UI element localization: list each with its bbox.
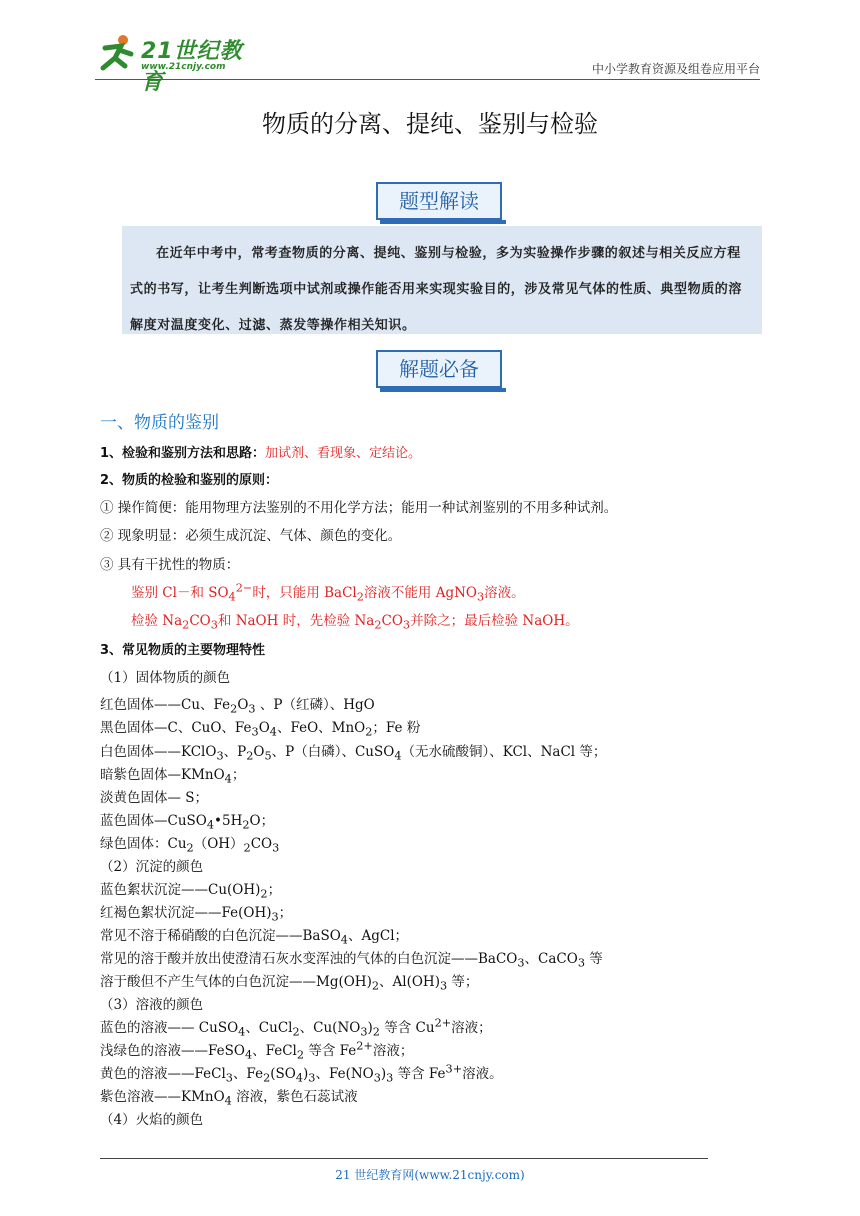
point-label: 1、检验和鉴别方法和思路：	[100, 446, 266, 461]
logo	[95, 32, 265, 95]
point-3: 3、常见物质的主要物理特性	[100, 643, 266, 658]
subheading-precipitates: （2）沉淀的颜色	[100, 859, 204, 875]
point-value: 加试剂、看现象、定结论。	[265, 446, 422, 461]
solution-blue: 蓝色的溶液—— CuSO$_4$、CuCl$_2$、$Cu(NO_3)_2$ 等含 $Cu^{2+}$溶液；	[100, 1016, 492, 1039]
solid-green: 绿色固体：$Cu_2(OH)_2CO_3$	[100, 836, 280, 855]
precip-nogas: 溶于酸但不产生气体的白色沉淀$——Mg(OH)_2$、$Al(OH)_3$ 等；	[100, 974, 479, 993]
solid-red: 红色固体——Cu、$Fe_2O_3$ 、P（红磷）、HgO	[100, 697, 375, 716]
point-2: 2、物质的检验和鉴别的原则：	[100, 473, 279, 488]
page-title: 物质的分离、提纯、鉴别与检验	[262, 110, 598, 138]
solid-white: 白色固体——KClO$_3$、$P_2O_5$、P（白磷）、CuSO$_4$（无水硫酸铜）、KCl、NaCl 等；	[100, 744, 607, 763]
interference-note-2: 检验 $Na_2CO_3$和 NaOH 时，先检验 $Na_2CO_3$并除之；最后检验 NaOH。	[131, 613, 579, 632]
badge-label: 题型解读	[376, 182, 502, 220]
footer-link[interactable]: 21 世纪教育网(www.21cnjy.com)	[335, 1168, 525, 1182]
footer-divider	[100, 1158, 708, 1159]
badge-underline	[380, 220, 506, 224]
page-header	[95, 32, 760, 95]
interference-note-1: 鉴别 Cl－和 $SO_4^{2-}$时，只能用 BaCl$_2$溶液不能用 AgNO$_3$溶液。	[131, 581, 525, 604]
badge-label: 解题必备	[376, 350, 502, 388]
platform-name: 中小学教育资源及组卷应用平台	[591, 62, 760, 76]
section-heading: 一、物质的鉴别	[100, 413, 219, 433]
runner-logo-icon	[95, 34, 137, 74]
solid-blue: 蓝色固体$—CuSO_4•5H_2O$；	[100, 813, 275, 832]
subheading-flames: （4）火焰的颜色	[100, 1112, 204, 1128]
point-1	[100, 442, 421, 461]
precip-redbrown: 红褐色絮状沉淀$——Fe(OH)_3$；	[100, 905, 293, 924]
solution-yellow: 黄色的溶液——FeCl$_3$、$Fe_2(SO_4)_3$、$Fe(NO_3)_3$ 等含 $Fe^{3+}$溶液。	[100, 1062, 503, 1085]
badge-underline	[380, 388, 506, 392]
header-divider	[95, 79, 760, 80]
subheading-solutions: （3）溶液的颜色	[100, 997, 204, 1013]
subheading-solids: （1）固体物质的颜色	[100, 670, 231, 686]
principle-2: ② 现象明显：必须生成沉淀、气体、颜色的变化。	[100, 528, 402, 544]
logo-url: www.21cnjy.com	[141, 62, 226, 72]
solid-purple: 暗紫色固体—KMnO$_4$；	[100, 767, 246, 786]
principle-1: ① 操作简便：能用物理方法鉴别的不用化学方法；能用一种试剂鉴别的不用多种试剂。	[100, 500, 618, 516]
principle-3: ③ 具有干扰性的物质：	[100, 557, 240, 573]
precip-gas: 常见的溶于酸并放出使澄清石灰水变浑浊的气体的白色沉淀——BaCO$_3$、CaCO$_3$ 等	[100, 951, 603, 970]
intro-paragraph: 在近年中考中，常考查物质的分离、提纯、鉴别与检验，多为实验操作步骤的叙述与相关反应方程式的书写，让考生判断选项中试剂或操作能否用来实现实验目的，涉及常见气体的性质、典型物质的溶解度对温度变化、过滤、蒸发等操作相关知识。	[122, 226, 762, 334]
solid-black: 黑色固体—C、CuO、$Fe_3O_4$、FeO、MnO$_2$；Fe 粉	[100, 720, 421, 739]
solid-yellow: 淡黄色固体— S；	[100, 790, 209, 806]
logo-text: 21世纪教育	[141, 39, 243, 95]
precip-blue: 蓝色絮状沉淀$——Cu(OH)_2$；	[100, 882, 282, 901]
badge-type-reading	[376, 176, 506, 226]
solution-purple: 紫色溶液——KMnO$_4$ 溶液，紫色石蕊试液	[100, 1089, 358, 1108]
solution-lightgreen: 浅绿色的溶液——FeSO$_4$、FeCl$_2$ 等含 $Fe^{2+}$溶液；	[100, 1039, 414, 1062]
precip-insoluble: 常见不溶于稀硝酸的白色沉淀——BaSO$_4$、AgCl；	[100, 928, 409, 947]
badge-essentials	[376, 344, 506, 394]
